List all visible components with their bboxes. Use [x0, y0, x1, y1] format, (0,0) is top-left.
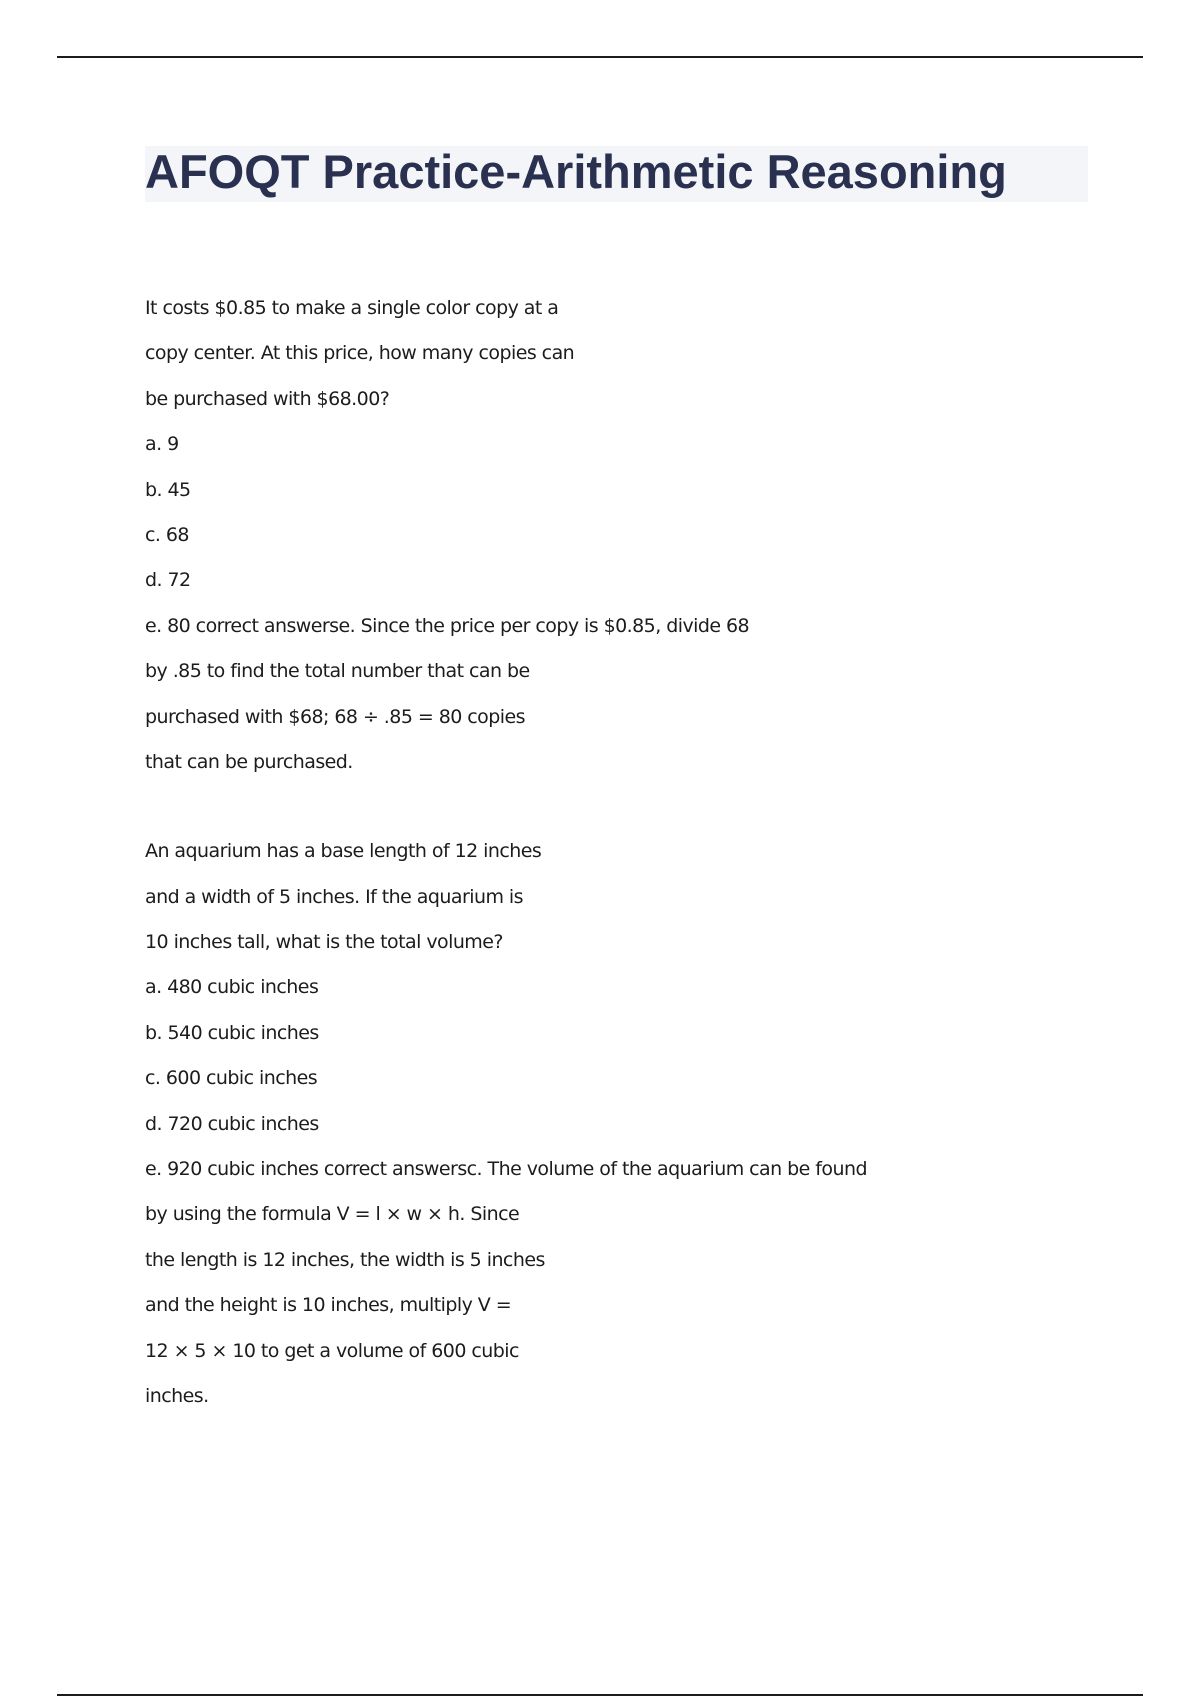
answer-option-e-with-explanation: e. 80 correct answerse. Since the price per copy is $0.85, divide 68 — [145, 614, 750, 637]
explanation-line: that can be purchased. — [145, 750, 353, 773]
explanation-line: by using the formula V = l × w × h. Since — [145, 1203, 520, 1226]
question-separator — [145, 785, 1105, 829]
explanation-line: purchased with $68; 68 ÷ .85 = 80 copies — [145, 705, 525, 728]
answer-option-a: a. 9 — [145, 433, 179, 456]
question-text-line: An aquarium has a base length of 12 inches — [145, 840, 542, 863]
footer-rule — [57, 1694, 1143, 1696]
question-text-line: It costs $0.85 to make a single color copy at a — [145, 297, 559, 319]
explanation-line: and the height is 10 inches, multiply V = — [145, 1294, 512, 1317]
answer-option-d: d. 72 — [145, 569, 191, 592]
question-text-line: and a width of 5 inches. If the aquarium is — [145, 885, 523, 908]
answer-option-e-with-explanation: e. 920 cubic inches correct answersc. The volume of the aquarium can be found — [145, 1158, 867, 1181]
explanation-line: 12 × 5 × 10 to get a volume of 600 cubic — [145, 1339, 519, 1362]
question-text-line: 10 inches tall, what is the total volume? — [145, 931, 503, 954]
answer-option-c: c. 68 — [145, 523, 189, 546]
page-title: AFOQT Practice-Arithmetic Reasoning — [145, 145, 1007, 198]
question-block-aquarium-volume — [145, 829, 1105, 1419]
answer-option-d: d. 720 cubic inches — [145, 1112, 319, 1135]
document-body — [145, 286, 1105, 1419]
explanation-line: the length is 12 inches, the width is 5 inches — [145, 1248, 545, 1271]
answer-option-b: b. 45 — [145, 478, 191, 501]
question-text-line: be purchased with $68.00? — [145, 387, 390, 410]
answer-option-c: c. 600 cubic inches — [145, 1067, 318, 1090]
header-rule — [57, 56, 1143, 58]
answer-option-a: a. 480 cubic inches — [145, 976, 319, 999]
explanation-line: by .85 to find the total number that can be — [145, 660, 530, 683]
answer-option-b: b. 540 cubic inches — [145, 1021, 319, 1044]
explanation-line: inches. — [145, 1384, 209, 1407]
question-block-copy-cost — [145, 286, 1105, 785]
question-text-line: copy center. At this price, how many copies can — [145, 342, 575, 365]
